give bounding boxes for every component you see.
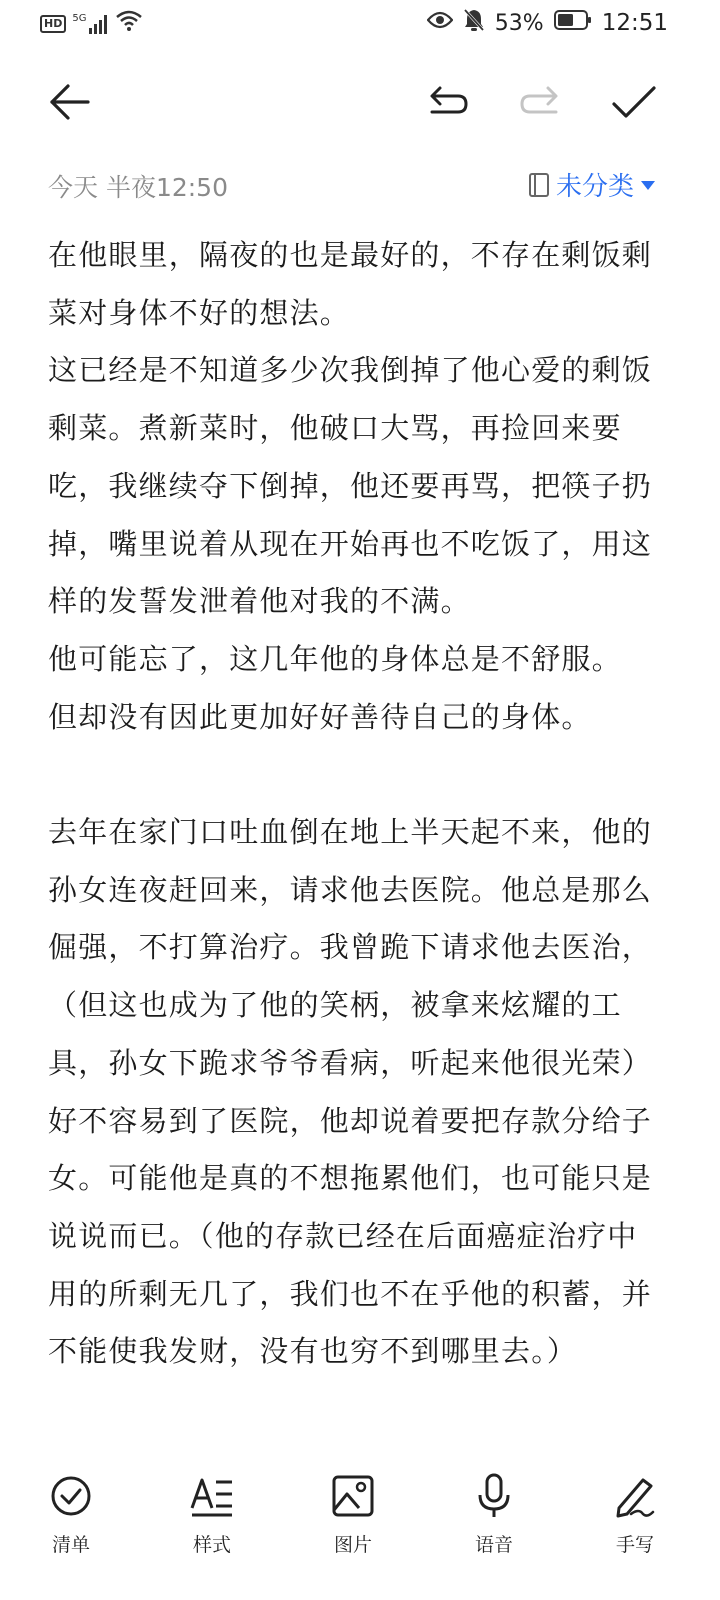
wifi-icon [116, 10, 142, 38]
text-style-label: 样式 [192, 1534, 231, 1556]
handwriting-label: 手写 [615, 1534, 654, 1556]
note-blank-line [48, 746, 658, 804]
battery-icon [554, 9, 592, 37]
voice-label: 语音 [474, 1534, 513, 1556]
category-selector[interactable] [528, 166, 656, 203]
undo-icon [422, 82, 470, 122]
eye-icon [427, 10, 453, 36]
microphone-icon [470, 1472, 518, 1520]
notebook-icon [528, 172, 550, 198]
status-bar-left [40, 10, 142, 38]
back-arrow-icon [48, 80, 92, 124]
checklist-label: 清单 [51, 1534, 90, 1556]
hd-badge: HD [40, 15, 66, 33]
note-body[interactable] [48, 227, 658, 1453]
note-paragraph: 好不容易到了医院，他却说着要把存款分给子女。可能他是真的不想拖累他们，也可能只是说说而已。（他的存款已经在后面癌症治疗中用的所剩无几了，我们也不在乎他的积蓄，并不能使我发财，没有也穷不到哪里去。） [48, 1103, 653, 1369]
chevron-down-icon [640, 179, 656, 191]
note-date: 今天 半夜12:50 [48, 173, 228, 202]
image-icon [329, 1472, 377, 1520]
note-paragraph: 这已经是不知道多少次我倒掉了他心爱的剩饭剩菜。煮新菜时，他破口大骂，再捡回来要吃，我继续夺下倒掉，他还要再骂，把筷子扔掉，嘴里说着从现在开始再也不吃饭了，用这样的发誓发泄着他对我的不满。 [48, 353, 653, 619]
image-label: 图片 [333, 1534, 372, 1556]
voice-button[interactable] [449, 1472, 539, 1582]
text-style-button[interactable] [167, 1472, 257, 1582]
back-button[interactable] [42, 74, 98, 130]
handwriting-button[interactable] [590, 1472, 680, 1582]
mute-bell-icon [463, 8, 485, 38]
status-bar-right [427, 8, 668, 38]
note-paragraph: 在他眼里，隔夜的也是最好的，不存在剩饭剩菜对身体不好的想法。 [48, 238, 653, 330]
network-type-label: 5G [72, 13, 87, 24]
note-meta-row [48, 164, 656, 208]
category-label: 未分类 [555, 172, 634, 202]
note-paragraph: 他可能忘了，这几年他的身体总是不舒服。 [48, 641, 622, 676]
redo-button[interactable] [514, 74, 570, 130]
undo-button[interactable] [418, 74, 474, 130]
status-bar [0, 0, 720, 48]
text-style-icon [188, 1472, 236, 1520]
checklist-button[interactable] [26, 1472, 116, 1582]
pen-icon [611, 1472, 659, 1520]
redo-icon [518, 82, 566, 122]
editor-toolbar [0, 60, 720, 144]
note-paragraph: 但却没有因此更加好好善待自己的身体。 [48, 699, 592, 734]
done-button[interactable] [606, 74, 662, 130]
bottom-toolbar [0, 1460, 720, 1600]
note-paragraph: 去年在家门口吐血倒在地上半天起不来，他的孙女连夜赶回来，请求他去医院。他总是那么倔强，不打算治疗。我曾跪下请求他去医治，（但这也成为了他的笑柄，被拿来炫耀的工具，孙女下跪求爷爷看病，听起来他很光荣） [48, 815, 653, 1080]
battery-percent: 53% [494, 10, 544, 36]
image-button[interactable] [308, 1472, 398, 1582]
signal-icon [72, 14, 110, 34]
check-icon [610, 82, 658, 122]
clock: 12:51 [601, 10, 668, 36]
checklist-icon [47, 1472, 95, 1520]
